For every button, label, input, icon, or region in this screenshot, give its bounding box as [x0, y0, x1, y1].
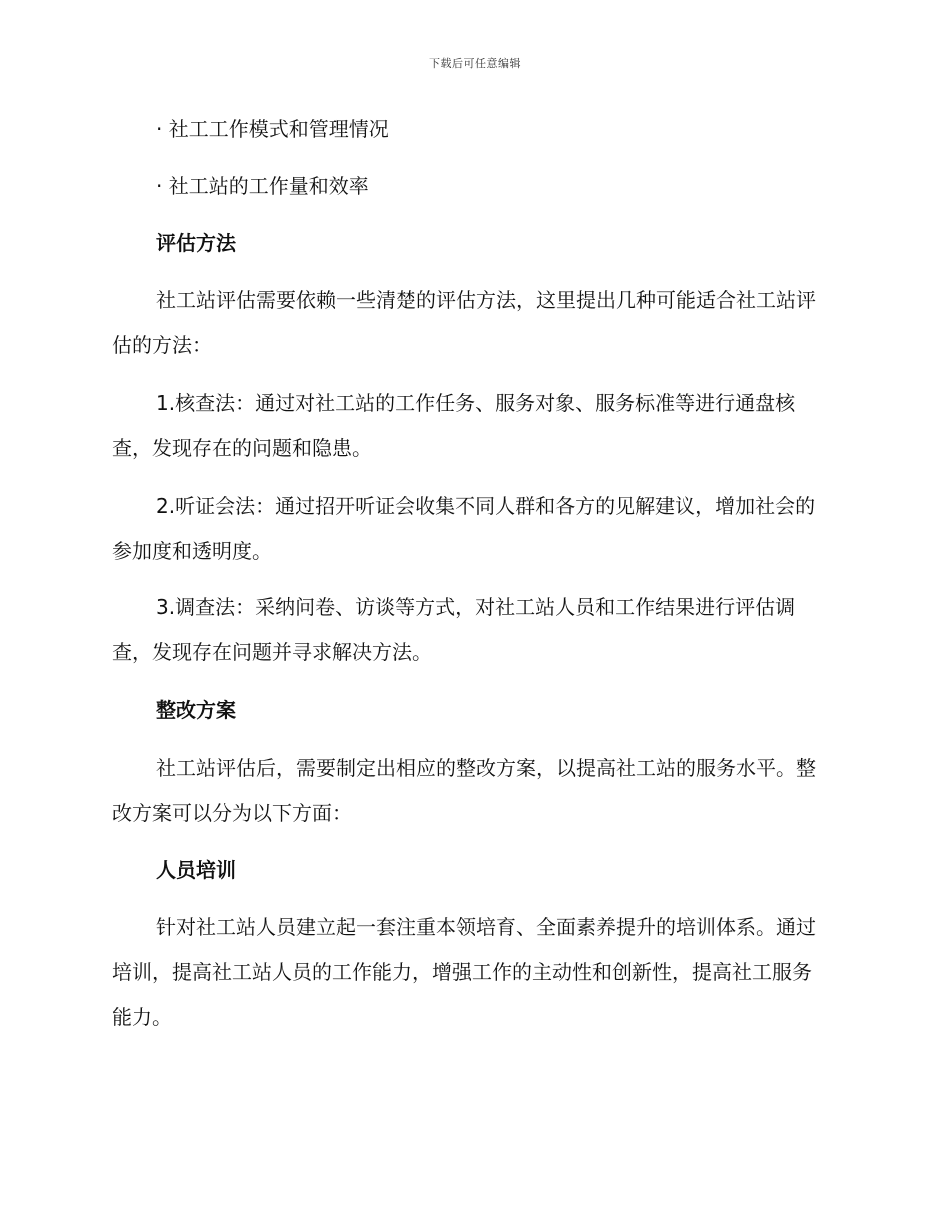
paragraph-method-3: 3.调查法：采纳问卷、访谈等方式，对社工站人员和工作结果进行评估调查，发现存在问题并寻求解决方法。 [112, 595, 796, 664]
section-heading-method: 评估方法 [156, 231, 236, 255]
paragraph-training-body: 针对社工站人员建立起一套注重本领培育、全面素养提升的培训体系。通过培训，提高社工站人员的工作能力，增强工作的主动性和创新性，提高社工服务能力。 [112, 915, 816, 1029]
page-header: 下载后可任意编辑 [429, 57, 521, 70]
bullet-item: · 社工工作模式和管理情况 [156, 117, 389, 141]
bullet-item: · 社工站的工作量和效率 [156, 174, 369, 198]
paragraph-rectify-intro: 社工站评估后，需要制定出相应的整改方案，以提高社工站的服务水平。整改方案可以分为以下方面： [112, 756, 816, 825]
section-heading-training: 人员培训 [156, 858, 236, 882]
paragraph-method-2: 2.听证会法：通过招开听证会收集不同人群和各方的见解建议，增加社会的参加度和透明度。 [112, 494, 816, 563]
paragraph-method-intro: 社工站评估需要依赖一些清楚的评估方法，这里提出几种可能适合社工站评估的方法： [112, 288, 816, 357]
paragraph-method-1: 1.核查法：通过对社工站的工作任务、服务对象、服务标准等进行通盘核查，发现存在的问题和隐患。 [112, 391, 796, 460]
section-heading-rectify: 整改方案 [156, 698, 236, 722]
